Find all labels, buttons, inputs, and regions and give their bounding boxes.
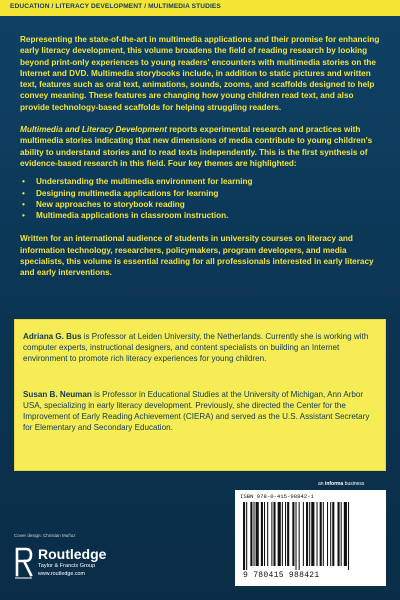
author-bio <box>23 331 375 364</box>
routledge-logo-icon <box>14 545 34 581</box>
author-bio-box <box>14 319 386 471</box>
barcode-bar <box>330 502 331 566</box>
barcode-bar <box>338 502 340 566</box>
description-paragraph-2-text: reports experimental research and practices with multimedia stories indicating that new dimensions of media contribute to young children's ability to understand stories and to read texts independently. This is the first synthesis of evidence-based research in this field. Four key themes are highlighted: <box>20 125 373 168</box>
themes-list <box>20 176 384 221</box>
barcode-bar <box>261 502 263 566</box>
barcode-digits: 9 780415 988421 <box>243 571 320 580</box>
barcode-bar <box>246 502 247 570</box>
barcode-bar <box>332 502 334 566</box>
description-paragraph-1: Representing the state-of-the-art in multimedia applications and their promise for enhancing early literacy development, this volume broadens the field of reading research by looking beyond print-only experiences to young readers' encounters with multimedia stories on the Internet and DVD. Multimedia storybooks include, in addition to static pictures and written text, features such as oral text, animations, sounds, zooms, and scaffolds designed to help convey meaning. These features are changing how young children read text, and also provide technology-based scaffolds for helping struggling readers. <box>20 35 380 112</box>
cover-design-credit: Cover design: Christian Muñoz <box>14 533 76 538</box>
barcode-bar <box>243 502 245 570</box>
barcode-bar <box>348 502 349 570</box>
barcode-bar <box>278 502 281 566</box>
barcode-bar <box>292 502 294 566</box>
barcode-bar <box>323 502 324 566</box>
author-bio-text: is Professor at Leiden University, the Netherlands. Currently she is working with computer experts, instructional designers, and content specialists on building an Internet environment to promote rich literacy experiences for young children. <box>23 332 369 364</box>
barcode-bar <box>264 502 265 566</box>
barcode-bar <box>299 502 300 570</box>
barcode-bar <box>341 502 342 566</box>
theme-item: • Multimedia applications in classroom instruction. <box>32 210 384 221</box>
informa-business-label <box>318 481 364 487</box>
description-paragraph-2 <box>20 124 384 169</box>
author-bio <box>23 389 375 433</box>
author-name: Adriana G. Bus <box>23 332 82 341</box>
informa-suffix: business <box>343 481 365 487</box>
theme-item: • New approaches to storybook reading <box>32 199 384 210</box>
barcode-bar <box>282 502 283 566</box>
barcode-panel <box>235 490 386 586</box>
barcode-bar <box>250 502 252 566</box>
barcode-bar <box>273 502 275 566</box>
description-text <box>20 34 384 290</box>
isbn-label: ISBN 978-0-415-98842-1 <box>240 493 314 500</box>
barcode-bar <box>306 502 308 566</box>
barcode-bar <box>254 502 255 566</box>
barcode-bar <box>271 502 272 566</box>
category-label: EDUCATION / LITERACY DEVELOPMENT / MULTIMEDIA STUDIES <box>10 3 221 10</box>
barcode-bar <box>296 502 297 570</box>
book-title-italic: Multimedia and Literacy Development <box>20 125 167 135</box>
barcode-bar <box>327 502 328 566</box>
publisher-name: Routledge <box>38 546 107 562</box>
publisher-logo <box>14 545 164 585</box>
publisher-url: www.routledge.com <box>38 571 86 577</box>
barcode-bar <box>303 502 304 566</box>
author-name: Susan B. Neuman <box>23 390 92 399</box>
informa-prefix: an <box>318 481 325 487</box>
barcode-bar <box>309 502 310 566</box>
barcode-bar <box>344 502 347 566</box>
theme-item: • Designing multimedia applications for learning <box>32 188 384 199</box>
barcode-bar <box>256 502 259 566</box>
author-bio-text: is Professor in Educational Studies at the University of Michigan, Ann Arbor USA, specializing in early literacy development. Previously, she directed the Center for the Improvement of Early Reading Achievement (CIERA) and served as the U.S. Assistant Secretary for Elementary and Secondary Education. <box>23 390 370 433</box>
theme-item: • Understanding the multimedia environment for learning <box>32 176 384 187</box>
informa-brand: informa <box>324 481 344 487</box>
category-bar <box>0 0 400 16</box>
barcode-bar <box>317 502 318 566</box>
barcode-bar <box>285 502 286 566</box>
publisher-group: Taylor & Francis Group <box>38 563 96 569</box>
description-paragraph-3: Written for an international audience of students in university courses on literacy and information technology, researchers, policymakers, program developers, and media specialists, this volume is essential reading for all professionals interested in early literacy and early interventions. <box>20 234 374 278</box>
barcode-bar <box>311 502 314 566</box>
barcode-bar <box>320 502 322 566</box>
barcode-image <box>239 502 382 570</box>
barcode-bar <box>287 502 289 566</box>
barcode-bar <box>267 502 268 566</box>
